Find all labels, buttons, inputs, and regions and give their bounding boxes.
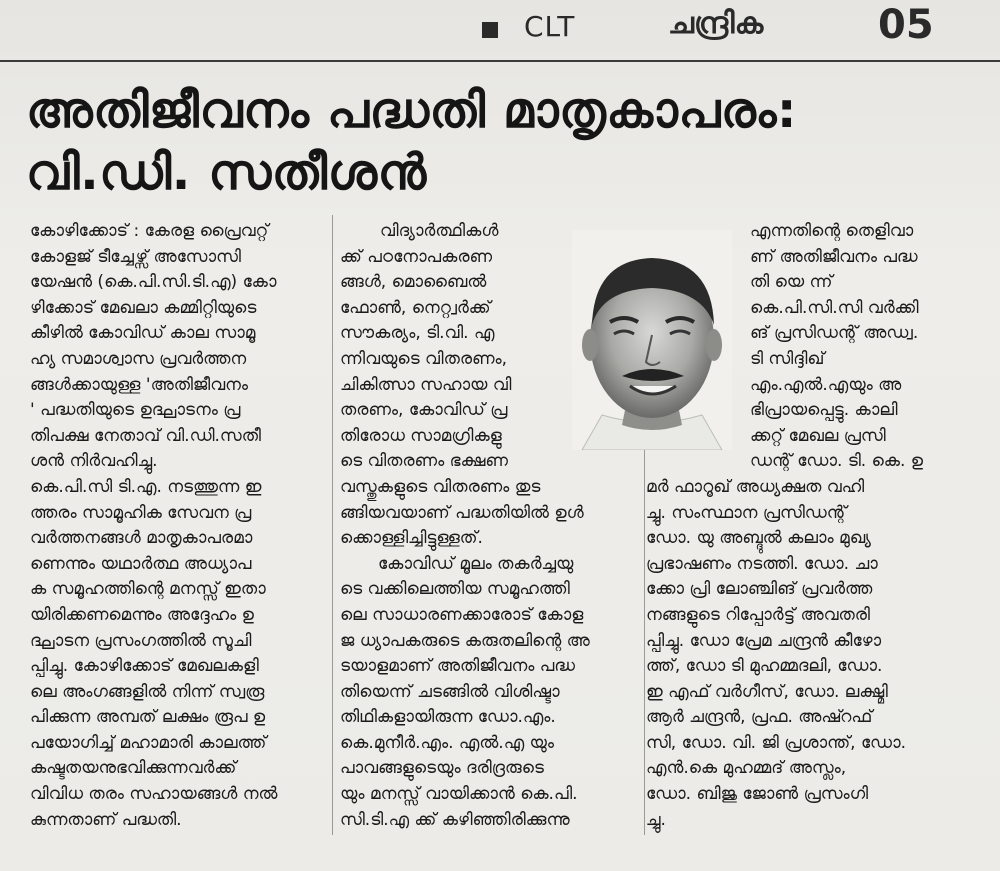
article-line: ങ്ങിയവയാണ് പദ്ധതിയിൽ ഉൾ <box>340 502 584 523</box>
article-line: കെ.മുനീർ.എം. എൽ.എ യും <box>340 732 555 753</box>
article-line: ണെന്നും യഥാർത്ഥ അധ്യാപ <box>30 553 252 574</box>
article-line: സി, ഡോ. വി. ജി പ്രശാന്ത്, ഡോ. <box>646 732 906 753</box>
article-line: ടയാളമാണ് അതിജീവനം പദ്ധ <box>340 656 575 677</box>
article-line: തിഥികളായിരുന്ന ഡോ.എം. <box>340 707 556 728</box>
article-line: വർത്തനങ്ങൾ മാതൃകാപരമാ <box>30 528 253 549</box>
article-line: പ്രഭാഷണം നടത്തി. ഡോ. ചാ <box>646 553 878 574</box>
article-line: തിയെന്ന് ചടങ്ങിൽ വിശിഷ്ടാ <box>340 681 560 702</box>
page-number: 05 <box>878 2 934 48</box>
masthead <box>0 0 1000 62</box>
article-line: ദ്ഘാടന പ്രസംഗത്തിൽ സൂചി <box>30 630 252 651</box>
article-line: ലെ അംഗങ്ങളിൽ നിന്ന് സ്വരൂ <box>30 681 265 702</box>
article-line: മർ ഫാറൂഖ് അധ്യക്ഷത വഹി <box>646 476 865 497</box>
article-line: പാവങ്ങളുടെയും ദരിദ്രരുടെ <box>340 758 544 779</box>
article-line: ഇ എഫ് വർഗീസ്, ഡോ. ലക്ഷ്മി <box>646 681 888 702</box>
article-line: എൻ.കെ മുഹമ്മദ് അസ്ലം, <box>646 758 847 779</box>
article-line: ക്കറ്റ് മേഖല പ്രസി <box>750 425 886 446</box>
article-line: ത്തരം സാമൂഹിക സേവന പ്ര <box>30 502 252 523</box>
person-photo-icon <box>572 230 732 450</box>
article-line: ഡോ. യു അബ്ദുൽ കലാം മുഖ്യ <box>646 528 871 549</box>
article-line: കെ.പി.സി ടി.എ. നടത്തുന്ന ഇ <box>30 476 262 497</box>
headline-line-1: അതിജീവനം പദ്ധതി മാതൃകാപരം: <box>26 82 797 139</box>
article-line: ഭിപ്രായപ്പെട്ടു. കാലി <box>750 400 898 421</box>
masthead-rule <box>0 60 1000 62</box>
article-line: കോഴിക്കോട് : കേരള പ്രൈവറ്റ് <box>30 221 269 241</box>
article-line: ങ്ങൾക്കായുള്ള 'അതിജീവനം <box>30 374 249 395</box>
article-line: തരണം, കോവിഡ് പ്ര <box>340 400 508 421</box>
article-line: യിരിക്കണമെന്നും അദ്ദേഹം ഉ <box>30 604 254 625</box>
paper-name: ചന്ദ്രിക <box>668 6 764 41</box>
article-line: ജ ധ്യാപകരുടെ കരുതലിന്റെ അ <box>340 630 590 651</box>
article-line: കോളജ് ടീച്ചേഴ്സ് അസോസി <box>30 246 241 267</box>
article-line: വസ്തുകളുടെ വിതരണം തുട <box>340 476 541 497</box>
article-line: കോവിഡ് മൂലം തകർച്ചയു <box>378 553 574 574</box>
article-line: ചികിത്സാ സഹായ വി <box>340 374 512 395</box>
edition-code: CLT <box>524 10 576 43</box>
article-line: കെ.പി.സി.സി വർക്കി <box>750 297 919 318</box>
column-divider <box>332 215 333 835</box>
article-line: കഷ്ടതയനുഭവിക്കുന്നവർക്ക് <box>30 758 237 779</box>
article-line: എം.എൽ.എയും അ <box>750 374 902 395</box>
article-line: കുന്നതാണ് പദ്ധതി. <box>30 809 182 830</box>
article-column-1 <box>30 219 326 833</box>
headline-line-2: വി.ഡി. സതീശൻ <box>26 144 427 201</box>
article-line: ച്ചു. <box>646 809 666 830</box>
article-line: ടി സിദ്ദിഖ് <box>750 348 825 369</box>
article-line: ങ്ങൾ, മൊബൈൽ <box>340 272 487 293</box>
article-line: നങ്ങളുടെ റിപ്പോർട്ട് അവതരി <box>646 604 870 625</box>
article-line: ആർ ചന്ദ്രൻ, പ്രഫ. അഷ്റഫ് <box>646 707 873 728</box>
square-bullet-icon <box>482 22 498 38</box>
article-line: കീഴിൽ കോവിഡ് കാല സാമൂ <box>30 323 256 344</box>
article-line: വിദ്യാർത്ഥികൾ <box>380 221 499 241</box>
article-line: ഴിക്കോട് മേഖലാ കമ്മിറ്റിയുടെ <box>30 297 257 318</box>
article-line: ഡന്റ് ഡോ. ടി. കെ. ഉ <box>750 451 923 472</box>
article-line: ക സമൂഹത്തിന്റെ മനസ്സ് ഇതാ <box>30 579 266 600</box>
article-line: സൗകര്യം, ടി.വി. എ <box>340 323 495 344</box>
article-line: ണ് അതിജീവനം പദ്ധ <box>750 246 918 267</box>
article-line: ത്ത്, ഡോ ടി മുഹമ്മദലി, ഡോ. <box>646 656 883 677</box>
article-line: പിക്കുന്ന അമ്പത് ലക്ഷം രൂപ ഉ <box>30 707 266 728</box>
article-line: തിരോധ സാമഗ്രികളു <box>340 425 502 446</box>
article-line: ന്നിവയുടെ വിതരണം, <box>340 348 508 369</box>
article-line: ങ് പ്രസിഡന്റ് അഡ്വ. <box>750 323 919 344</box>
article-line: പ്പിച്ചു. കോഴിക്കോട് മേഖലകളി <box>30 656 259 677</box>
article-line: ഹ്യ സമാശ്വാസ പ്രവർത്തന <box>30 348 247 369</box>
article-line: പയോഗിച്ച് മഹാമാരി കാലത്ത് <box>30 732 267 753</box>
article-line: ഫോൺ, നെറ്റ്വർക്ക് <box>340 297 491 318</box>
article-line: തിപക്ഷ നേതാവ് വി.ഡി.സതീ <box>30 425 261 446</box>
article-line: യേഷൻ (കെ.പി.സി.ടി.എ) കോ <box>30 272 277 293</box>
article-line: സി.ടി.എ ക്ക് കഴിഞ്ഞിരിക്കുന്നു <box>340 809 570 830</box>
article-line: ' പദ്ധതിയുടെ ഉദ്ഘാടനം പ്ര <box>30 400 241 421</box>
article-line: യും മനസ്സ് വായിക്കാൻ കെ.പി. <box>340 784 578 805</box>
article-line: തി യെ ന്ന് <box>750 272 833 293</box>
column-divider <box>644 440 645 835</box>
article-line: ടെ വക്കിലെത്തിയ സമൂഹത്തി <box>340 579 570 600</box>
article-line: ക്കൊള്ളിച്ചിട്ടുള്ളത്. <box>340 528 483 549</box>
article-line: ഡോ. ബിജു ജോൺ പ്രസംഗി <box>646 784 869 805</box>
article-line: ക്ക് പഠനോപകരണ <box>340 246 493 267</box>
article-line: എന്നതിന്റെ തെളിവാ <box>750 221 914 241</box>
article-line: ടെ വിതരണം ഭക്ഷണ <box>340 451 508 472</box>
headline <box>26 80 966 204</box>
article-line: ക്കോ പ്രി ലോഞ്ചിങ് പ്രവർത്ത <box>646 579 873 600</box>
article-line: വിവിധ തരം സഹായങ്ങൾ നൽ <box>30 784 278 805</box>
article-line: ച്ചു. സംസ്ഥാന പ്രസിഡന്റ് <box>646 502 847 523</box>
article-line: ലെ സാധാരണക്കാരോട് കോള <box>340 604 584 625</box>
article-line: ശൻ നിർവഹിച്ചു. <box>30 451 158 472</box>
article-line: പ്പിച്ചു. ഡോ പ്രേമ ചന്ദ്രൻ കീഴോ <box>646 630 882 651</box>
